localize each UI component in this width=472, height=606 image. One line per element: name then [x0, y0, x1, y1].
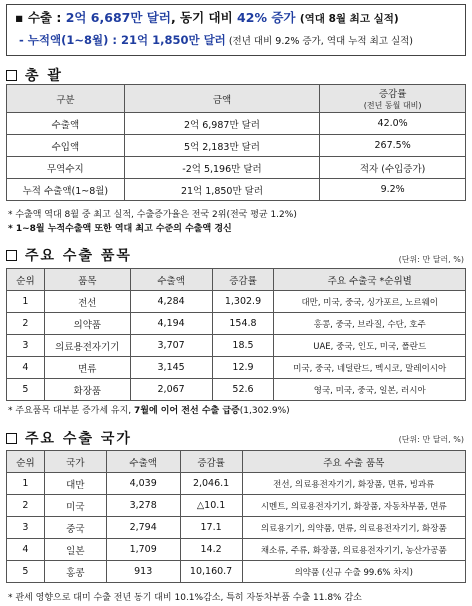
overview-note-1: * 수출액 역대 8월 중 최고 실적, 수출증가율은 전국 2위(전국 평균 1.2%): [8, 210, 297, 220]
cell-rate: 267.5%: [320, 135, 466, 157]
cell-items: 의약품 (신규 수출 99.6% 차지): [242, 561, 465, 583]
cell-name: 전선: [44, 291, 130, 313]
cell-amount: 2,794: [106, 517, 180, 539]
summary-rate: 42% 증가: [237, 10, 296, 25]
cell-countries: 영국, 미국, 중국, 일본, 러시아: [274, 379, 466, 401]
cell-amount: 3,278: [106, 495, 180, 517]
cell-name: 미국: [44, 495, 106, 517]
countries-unit-note: (단위: 만 달러, %): [398, 435, 464, 444]
table-row: [7, 113, 466, 135]
cell-rate: 1,302.9: [212, 291, 274, 313]
cell-rate: △10.1: [180, 495, 242, 517]
items-unit-note: (단위: 만 달러, %): [398, 255, 464, 264]
square-bullet-icon: [6, 250, 17, 261]
cell-name: 면류: [44, 357, 130, 379]
table-row: [7, 179, 466, 201]
table-row: [7, 291, 466, 313]
cell-countries: 미국, 중국, 네덜란드, 멕시코, 말레이시아: [274, 357, 466, 379]
countries-heading: [6, 428, 132, 448]
cell-countries: 대만, 미국, 중국, 싱가포르, 노르웨이: [274, 291, 466, 313]
cell-rate: 17.1: [180, 517, 242, 539]
cell-amount: 4,039: [106, 473, 180, 495]
cell-countries: 홍콩, 중국, 브라질, 수단, 호주: [274, 313, 466, 335]
cell-rank: 2: [7, 313, 45, 335]
cell-name: 홍콩: [44, 561, 106, 583]
cell-name: 대만: [44, 473, 106, 495]
cell-amount: 913: [106, 561, 180, 583]
cell-amount: 3,707: [130, 335, 212, 357]
summary-cumulative: - 누적액(1~8월) : 21억 1,850만 달러: [19, 33, 226, 47]
cell-amount: 4,194: [130, 313, 212, 335]
cell-items: 의료용기기, 의약품, 면류, 의료용전자기기, 화장품: [242, 517, 465, 539]
overview-header-category: 구분: [7, 85, 125, 113]
table-row: [7, 135, 466, 157]
items-note-bold: 7월에 이어 전선 수출 급증: [134, 406, 240, 416]
cell-name: 일본: [44, 539, 106, 561]
cell-rank: 1: [7, 291, 45, 313]
countries-note: * 관세 영향으로 대미 수출 전년 동기 대비 10.1%감소, 특히 자동차부품 수출 11.8% 감소: [8, 593, 362, 603]
table-row: [7, 335, 466, 357]
cell-rank: 5: [7, 379, 45, 401]
cell-rate: 적자 (수입증가): [320, 157, 466, 179]
countries-table: [6, 450, 466, 583]
cell-rank: 2: [7, 495, 45, 517]
cell-rate: 2,046.1: [180, 473, 242, 495]
items-note: [8, 403, 290, 416]
table-row: [7, 357, 466, 379]
cell-countries: UAE, 중국, 인도, 미국, 폴란드: [274, 335, 466, 357]
countries-title: 주요 수출 국가: [25, 431, 132, 447]
cell-rate: 14.2: [180, 539, 242, 561]
cell-name: 의약품: [44, 313, 130, 335]
cell-rank: 3: [7, 335, 45, 357]
cell-amount: 3,145: [130, 357, 212, 379]
table-row: [7, 157, 466, 179]
cell-amount: 2,067: [130, 379, 212, 401]
cell-rate: 10,160.7: [180, 561, 242, 583]
cell-name: 화장품: [44, 379, 130, 401]
table-row: [7, 561, 466, 583]
items-header-name: 품목: [44, 269, 130, 291]
summary-line-2: [15, 32, 457, 48]
table-row: [7, 517, 466, 539]
table-row: [7, 379, 466, 401]
cell-name: 의료용전자기기: [44, 335, 130, 357]
items-note-tail: (1,302.9%): [239, 406, 290, 416]
overview-header-rate: [320, 85, 466, 113]
cell-amount: 4,284: [130, 291, 212, 313]
cell-amount: 1,709: [106, 539, 180, 561]
table-row: [7, 313, 466, 335]
overview-note-2: * 1~8월 누적수출액 또한 역대 최고 수준의 수출액 경신: [8, 224, 232, 234]
cell-label: 누적 수출액(1~8월): [7, 179, 125, 201]
items-header-rate: 증감률: [212, 269, 274, 291]
cell-label: 무역수지: [7, 157, 125, 179]
cell-rate: 18.5: [212, 335, 274, 357]
overview-header-rate-label: 증감률: [378, 89, 407, 100]
overview-heading: [6, 65, 63, 85]
cell-rate: 9.2%: [320, 179, 466, 201]
cell-rank: 4: [7, 539, 45, 561]
cell-items: 채소류, 주류, 화장품, 의료용전자기기, 농산가공품: [242, 539, 465, 561]
cell-rank: 4: [7, 357, 45, 379]
cell-rank: 3: [7, 517, 45, 539]
cell-label: 수입액: [7, 135, 125, 157]
summary-line-1: [15, 8, 457, 26]
countries-header-rate: 증감률: [180, 451, 242, 473]
cell-amount: 5억 2,183만 달러: [124, 135, 320, 157]
overview-table: [6, 84, 466, 201]
summary-prefix: ▪ 수출 :: [15, 10, 66, 25]
cell-items: 전선, 의료용전자기기, 화장품, 면류, 빙과류: [242, 473, 465, 495]
cell-rank: 1: [7, 473, 45, 495]
countries-header-items: 주요 수출 품목: [242, 451, 465, 473]
overview-title: 총 괄: [25, 68, 63, 84]
cell-rank: 5: [7, 561, 45, 583]
table-row: [7, 473, 466, 495]
table-row: [7, 539, 466, 561]
cell-items: 시멘트, 의료용전자기기, 화장품, 자동차부품, 면류: [242, 495, 465, 517]
summary-cumulative-note: (전년 대비 9.2% 증가, 역대 누적 최고 실적): [225, 36, 414, 47]
cell-rate: 42.0%: [320, 113, 466, 135]
summary-amount: 2억 6,687만 달러: [65, 10, 171, 25]
summary-box: [6, 4, 466, 56]
items-title: 주요 수출 품목: [25, 248, 132, 264]
table-row: [7, 495, 466, 517]
cell-amount: -2억 5,196만 달러: [124, 157, 320, 179]
cell-rate: 52.6: [212, 379, 274, 401]
items-header-rank: 순위: [7, 269, 45, 291]
cell-amount: 2억 6,987만 달러: [124, 113, 320, 135]
cell-label: 수출액: [7, 113, 125, 135]
items-header-countries: 주요 수출국 *순위별: [274, 269, 466, 291]
cell-rate: 154.8: [212, 313, 274, 335]
overview-header-rate-sub: (전년 동월 대비): [363, 101, 422, 110]
square-bullet-icon: [6, 433, 17, 444]
cell-rate: 12.9: [212, 357, 274, 379]
summary-note: (역대 8월 최고 실적): [299, 13, 399, 25]
overview-header-amount: 금액: [124, 85, 320, 113]
items-table: [6, 268, 466, 401]
countries-header-amount: 수출액: [106, 451, 180, 473]
countries-header-rank: 순위: [7, 451, 45, 473]
items-header-amount: 수출액: [130, 269, 212, 291]
items-note-plain: * 주요품목 대부분 증가세 유지,: [8, 406, 134, 416]
countries-header-name: 국가: [44, 451, 106, 473]
cell-name: 중국: [44, 517, 106, 539]
cell-amount: 21억 1,850만 달러: [124, 179, 320, 201]
square-bullet-icon: [6, 70, 17, 81]
summary-mid: , 동기 대비: [170, 10, 238, 25]
items-heading: [6, 245, 132, 265]
